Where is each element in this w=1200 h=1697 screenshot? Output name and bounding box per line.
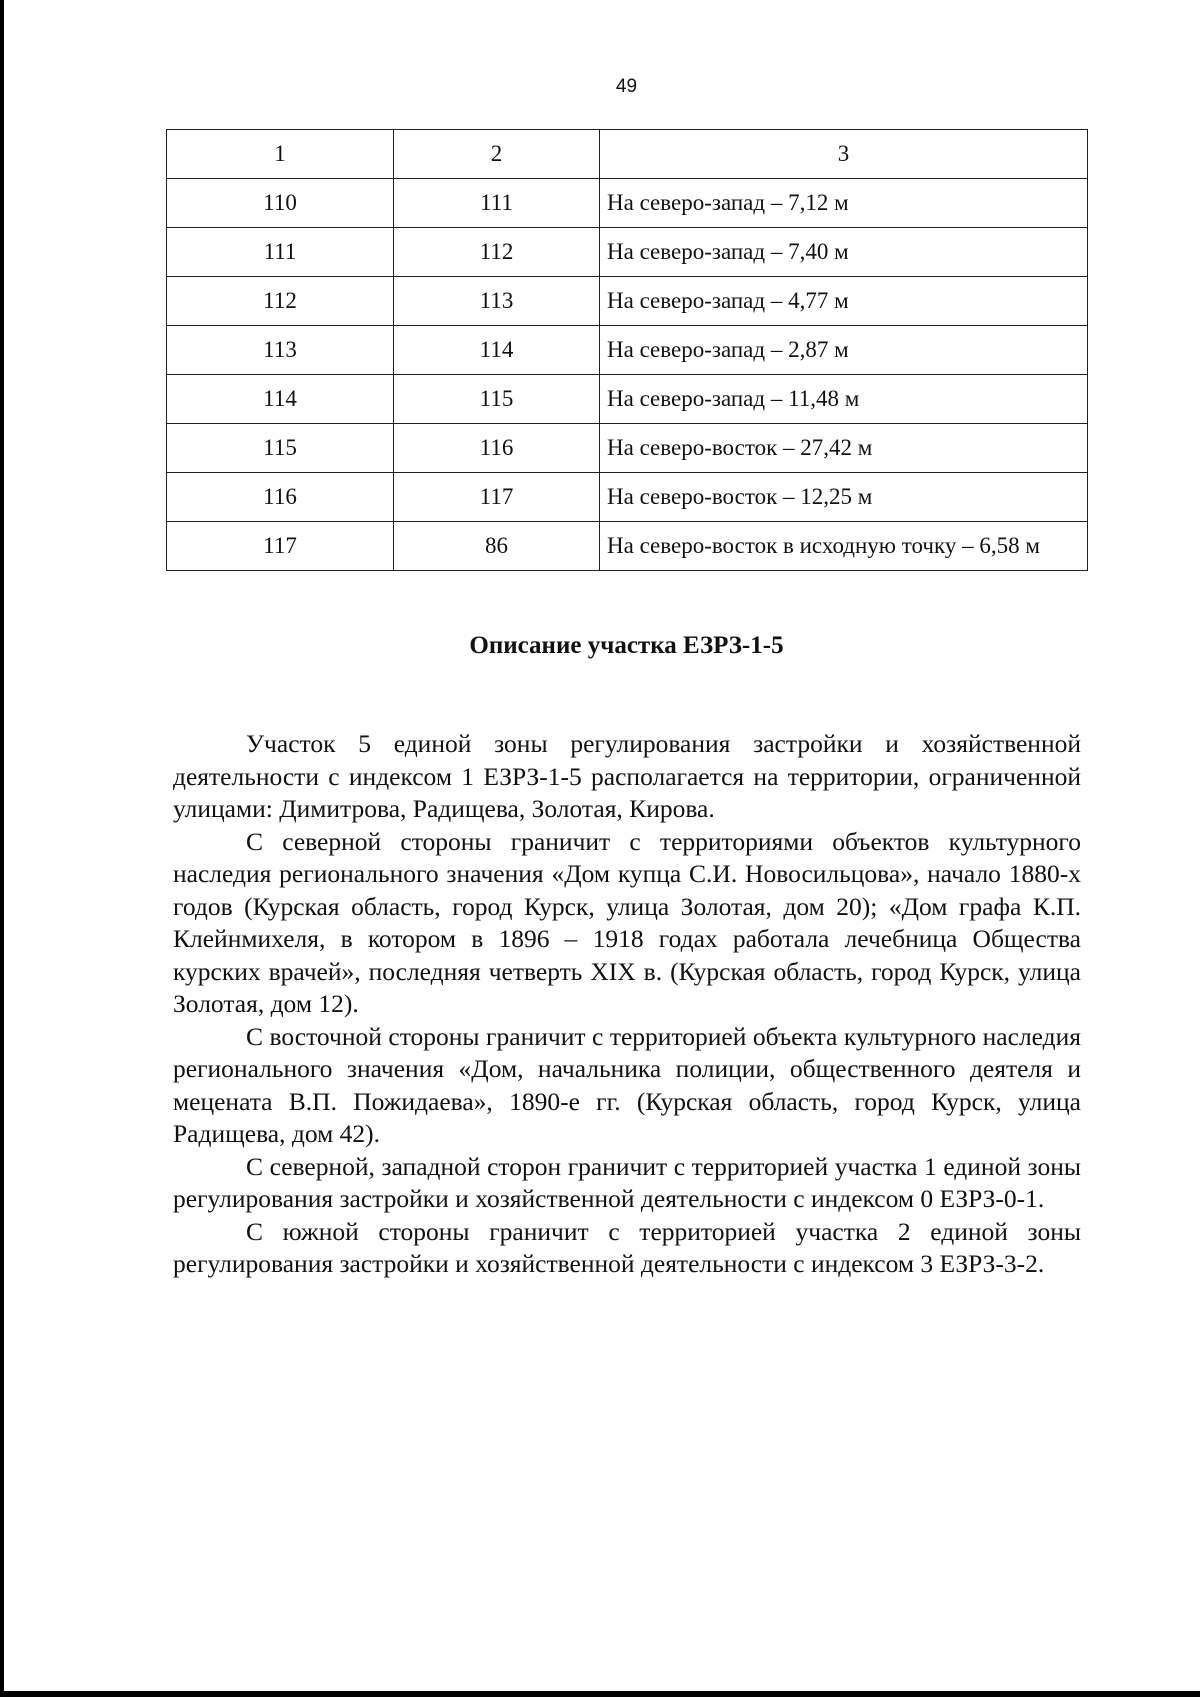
to-point-cell: 112	[394, 228, 600, 277]
scan-border-bottom	[0, 1691, 1200, 1697]
direction-cell: На северо-восток – 27,42 м	[600, 424, 1088, 473]
from-point-cell: 110	[167, 179, 394, 228]
to-point-cell: 111	[394, 179, 600, 228]
paragraph-east-border: С восточной стороны граничит с территорией объекта культурного наследия регионального значения «Дом, начальника полиции, общественного деятеля и мецената В.П. Пожидаева», 1890-е гг. (Курская область, город Курск, улица Радищева, дом 42).	[173, 1021, 1081, 1148]
table-row	[167, 277, 1088, 326]
direction-cell: На северо-запад – 7,12 м	[600, 179, 1088, 228]
table-row	[167, 424, 1088, 473]
table-row	[167, 473, 1088, 522]
paragraph-north-border: С северной стороны граничит с территориями объектов культурного наследия регионального значения «Дом купца С.И. Новосильцова», начало 1880-х годов (Курская область, город Курск, улица Золотая, дом 20); «Дом графа К.П. Клейнмихеля, в котором в 1896 – 1918 годах работала лечебница Общества курских врачей», последняя четверть XIX в. (Курская область, город Курск, улица Золотая, дом 12).	[173, 826, 1081, 1018]
paragraph-north-west-border: С северной, западной сторон граничит с территорией участка 1 единой зоны регулирования застройки и хозяйственной деятельности с индексом 0 ЕЗРЗ-0-1.	[173, 1151, 1081, 1213]
to-point-cell: 113	[394, 277, 600, 326]
boundary-table	[166, 129, 1088, 571]
table-header-cell: 3	[600, 130, 1088, 179]
to-point-cell: 117	[394, 473, 600, 522]
table-row	[167, 522, 1088, 571]
table-header-cell: 2	[394, 130, 600, 179]
paragraph-location: Участок 5 единой зоны регулирования застройки и хозяйственной деятельности с индексом 1 ЕЗРЗ-1-5 располагается на территории, ограниченной улицами: Димитрова, Радищева, Золотая, Кирова.	[173, 729, 1081, 823]
direction-cell: На северо-запад – 4,77 м	[600, 277, 1088, 326]
from-point-cell: 114	[167, 375, 394, 424]
table-row	[167, 179, 1088, 228]
from-point-cell: 113	[167, 326, 394, 375]
to-point-cell: 86	[394, 522, 600, 571]
table-header-cell: 1	[167, 130, 394, 179]
direction-cell: На северо-запад – 7,40 м	[600, 228, 1088, 277]
direction-cell: На северо-запад – 2,87 м	[600, 326, 1088, 375]
table-row	[167, 375, 1088, 424]
scan-border-left	[0, 0, 4, 1697]
from-point-cell: 116	[167, 473, 394, 522]
description-text	[173, 728, 1081, 1281]
direction-cell: На северо-запад – 11,48 м	[600, 375, 1088, 424]
from-point-cell: 112	[167, 277, 394, 326]
table-header-row	[167, 130, 1088, 179]
page-number: 49	[615, 76, 638, 97]
direction-cell: На северо-восток в исходную точку – 6,58 м	[600, 522, 1088, 571]
table-row	[167, 326, 1088, 375]
to-point-cell: 115	[394, 375, 600, 424]
section-title: Описание участка ЕЗРЗ-1-5	[469, 632, 784, 659]
from-point-cell: 111	[167, 228, 394, 277]
paragraph-south-border: С южной стороны граничит с территорией участка 2 единой зоны регулирования застройки и хозяйственной деятельности с индексом 3 ЕЗРЗ-3-2.	[173, 1216, 1081, 1278]
from-point-cell: 115	[167, 424, 394, 473]
direction-cell: На северо-восток – 12,25 м	[600, 473, 1088, 522]
from-point-cell: 117	[167, 522, 394, 571]
to-point-cell: 116	[394, 424, 600, 473]
to-point-cell: 114	[394, 326, 600, 375]
table-row	[167, 228, 1088, 277]
